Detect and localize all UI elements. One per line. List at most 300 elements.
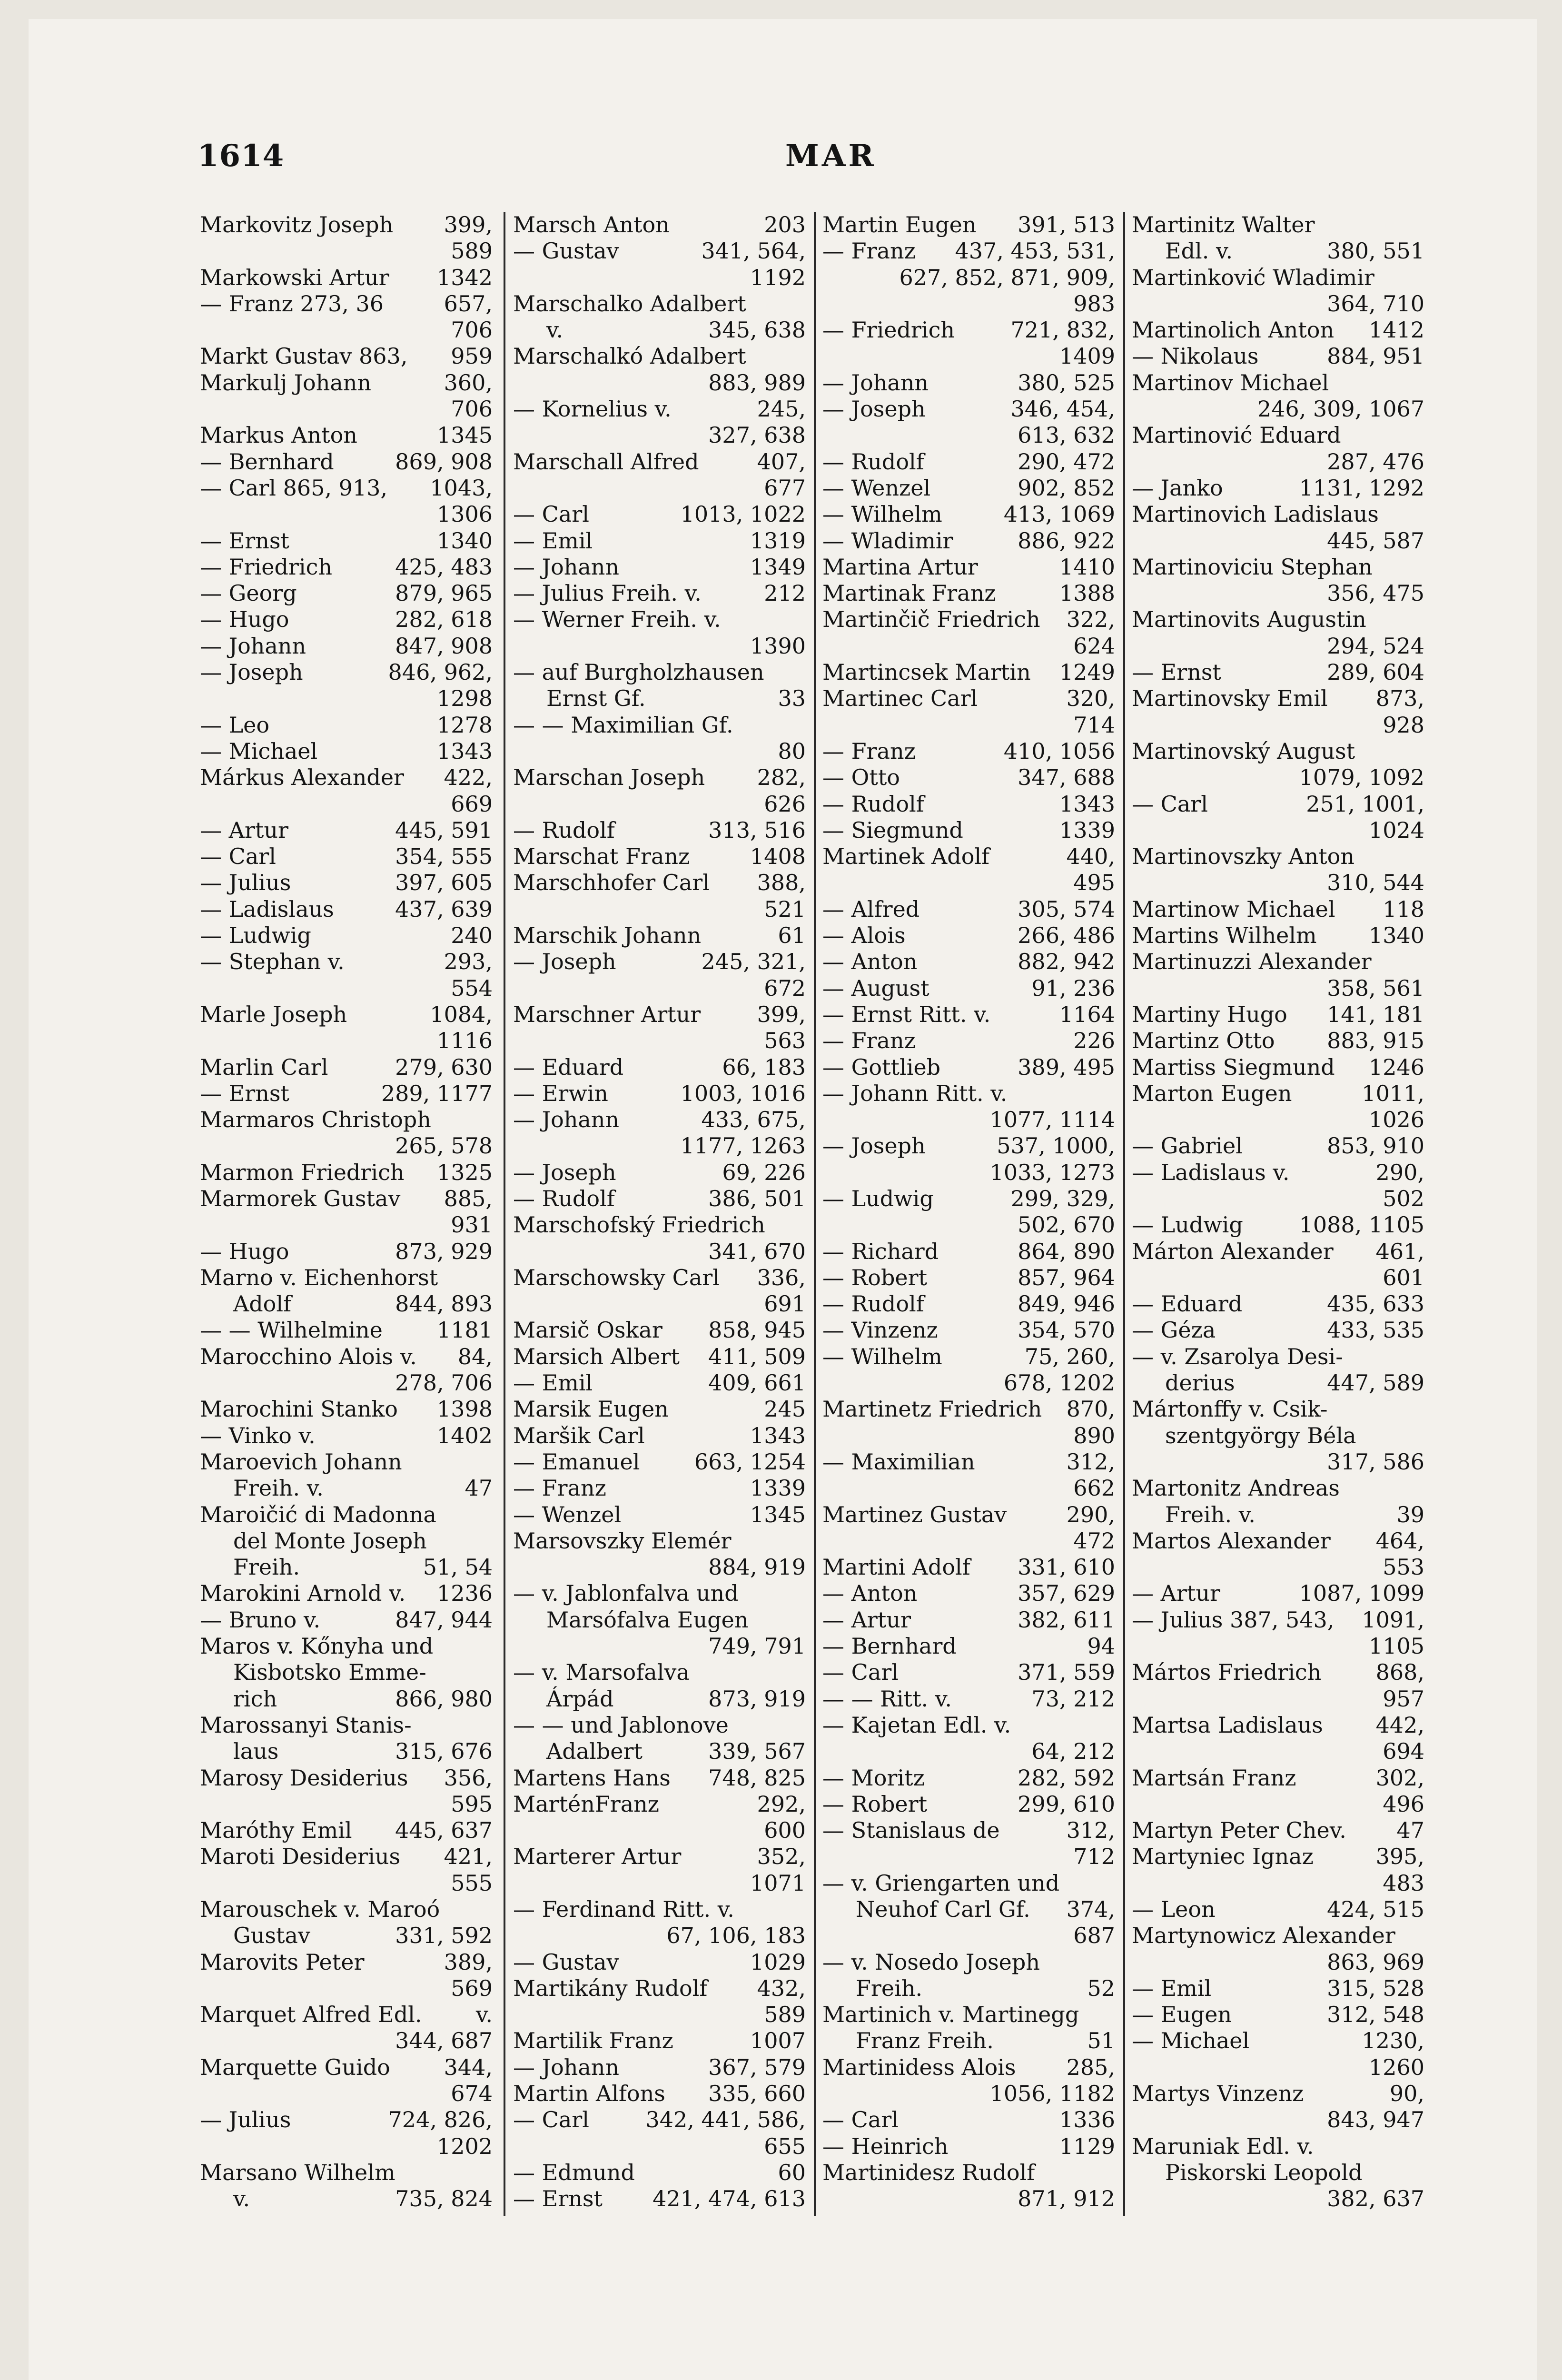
index-entry-line <box>1132 475 1424 501</box>
entry-name: Martinuzzi Alexander <box>1132 949 1372 975</box>
entry-name: — Carl <box>200 843 276 870</box>
entry-page-refs: 289, 604 <box>1327 659 1424 685</box>
index-entry-line <box>513 2028 806 2054</box>
index-entry-line <box>200 1317 493 1343</box>
entry-name: Ernst Gf. <box>546 685 646 712</box>
index-entry-line <box>200 1817 493 1844</box>
entry-page-refs: 1013, 1022 <box>680 501 806 527</box>
entry-page-refs: 331, 610 <box>1018 1554 1115 1580</box>
entry-name: Martinak Franz <box>822 580 996 606</box>
entry-page-refs: 483 <box>1383 1870 1424 1896</box>
index-entry-line <box>200 1265 493 1291</box>
index-entry-line <box>200 1949 493 1975</box>
index-entry-line <box>200 1396 493 1422</box>
entry-name: Martincsek Martin <box>822 659 1031 685</box>
entry-page-refs: 346, 454, <box>1010 396 1115 422</box>
index-entry-line <box>822 1712 1115 1738</box>
index-entry-line <box>200 1633 493 1659</box>
entry-page-refs: 292, <box>757 1791 806 1817</box>
index-entry-line <box>1132 1502 1424 1528</box>
entry-name: — Richard <box>822 1238 939 1264</box>
entry-page-refs: 425, 483 <box>395 554 493 580</box>
entry-name: Markovitz Joseph <box>200 212 394 238</box>
entry-name: Martin Alfons <box>513 2081 665 2107</box>
entry-page-refs: 290, 472 <box>1018 448 1115 475</box>
entry-name: — Moritz <box>822 1765 925 1791</box>
entry-page-refs: 445, 587 <box>1327 527 1424 554</box>
entry-page-refs: 266, 486 <box>1018 922 1115 949</box>
entry-name: — Carl <box>822 2107 899 2133</box>
index-entry-line <box>513 633 806 659</box>
index-entry-line <box>513 712 806 738</box>
entry-page-refs: 395, <box>1375 1844 1424 1870</box>
entry-name: — Stephan v. <box>200 949 345 975</box>
entry-page-refs: 1087, 1099 <box>1299 1580 1424 1606</box>
index-entry-line <box>1132 1659 1424 1686</box>
entry-name: Martinov Michael <box>1132 369 1329 396</box>
entry-page-refs: 67, 106, 183 <box>666 1923 806 1949</box>
entry-name: — Bernhard <box>822 1633 957 1659</box>
entry-page-refs: 869, 908 <box>395 448 493 475</box>
index-entry-line <box>513 1765 806 1791</box>
entry-page-refs: 91, 236 <box>1031 975 1115 1001</box>
entry-name: Marle Joseph <box>200 1001 347 1027</box>
entry-name: Freih. <box>233 1554 300 1580</box>
entry-page-refs: 1129 <box>1059 2133 1115 2159</box>
index-entry-line <box>1132 1449 1424 1475</box>
index-entry-line <box>1132 2107 1424 2133</box>
entry-name: Maroti Desiderius <box>200 1844 401 1870</box>
entry-name: Marouschek v. Maroó <box>200 1896 440 1922</box>
entry-page-refs: 627, 852, 871, 909, <box>899 264 1115 290</box>
index-entry-line <box>200 1081 493 1107</box>
entry-name: Martynowicz Alexander <box>1132 1923 1395 1949</box>
entry-page-refs: 399, <box>757 1001 806 1027</box>
index-entry-line <box>1132 1975 1424 2002</box>
index-entry-line <box>513 1423 806 1449</box>
entry-page-refs: 399, <box>444 212 493 238</box>
entry-page-refs: 706 <box>451 317 493 343</box>
entry-page-refs: 884, 919 <box>708 1554 806 1580</box>
index-entry-line <box>200 1212 493 1238</box>
entry-name: — Wilhelm <box>822 501 942 527</box>
entry-page-refs: 51, 54 <box>423 1554 493 1580</box>
index-entry-line <box>200 1765 493 1791</box>
entry-name: — Kajetan Edl. v. <box>822 1712 1011 1738</box>
entry-name: — v. Nosedo Joseph <box>822 1949 1040 1975</box>
index-entry-line <box>1132 1765 1424 1791</box>
index-entry-line <box>1132 343 1424 369</box>
entry-page-refs: 331, 592 <box>395 1923 493 1949</box>
entry-page-refs: 354, 555 <box>395 843 493 870</box>
index-entry-line <box>822 606 1115 633</box>
index-entry-line <box>513 343 806 369</box>
entry-name: Martina Artur <box>822 554 978 580</box>
entry-name: — Joseph <box>513 949 616 975</box>
index-entry-line <box>822 685 1115 712</box>
entry-name: — Leon <box>1132 1896 1216 1922</box>
index-entry-line <box>1132 2028 1424 2054</box>
index-entry-line <box>822 2028 1115 2054</box>
index-entry-line <box>200 317 493 343</box>
index-entry-line <box>200 1107 493 1133</box>
running-head: MAR <box>785 138 877 174</box>
entry-name: — Anton <box>822 949 918 975</box>
entry-page-refs: 289, 1177 <box>381 1080 493 1106</box>
entry-name: Marschall Alfred <box>513 448 699 475</box>
index-entry-line <box>200 922 493 949</box>
index-entry-line <box>513 1475 806 1501</box>
index-entry-line <box>1132 1317 1424 1343</box>
entry-page-refs: 313, 516 <box>708 817 806 843</box>
index-entry-line <box>513 422 806 448</box>
entry-page-refs: 411, 509 <box>708 1343 806 1369</box>
entry-page-refs: 1336 <box>1059 2107 1115 2133</box>
index-entry-line <box>513 2133 806 2160</box>
entry-name: Markt Gustav 863, <box>200 343 408 369</box>
entry-name: Martonitz Andreas <box>1132 1475 1340 1501</box>
index-entry-line <box>200 396 493 422</box>
entry-page-refs: 882, 942 <box>1018 949 1115 975</box>
entry-name: Martinovszky Anton <box>1132 843 1354 870</box>
index-entry-line <box>822 1870 1115 1896</box>
index-entry-line <box>1132 317 1424 343</box>
index-entry-line <box>200 449 493 475</box>
index-entry-line <box>513 949 806 975</box>
index-entry-line <box>513 2054 806 2081</box>
entry-name: — Alois <box>822 922 906 949</box>
index-entry-line <box>513 396 806 422</box>
entry-page-refs: 748, 825 <box>708 1765 806 1791</box>
entry-page-refs: 662 <box>1073 1475 1115 1501</box>
entry-page-refs: 521 <box>764 896 806 922</box>
entry-name: — Johann <box>513 2054 620 2080</box>
entry-name: — Julius <box>200 870 291 896</box>
entry-page-refs: 445, 591 <box>395 817 493 843</box>
entry-page-refs: 1298 <box>436 685 493 712</box>
entry-name: — Ludwig <box>822 1185 934 1211</box>
entry-page-refs: 669 <box>451 791 493 817</box>
entry-name: — — Maximilian Gf. <box>513 712 733 738</box>
entry-name: Marton Eugen <box>1132 1080 1292 1106</box>
entry-page-refs: 461, <box>1375 1238 1424 1264</box>
entry-name: Marsch Anton <box>513 212 670 238</box>
index-entry-line <box>200 1028 493 1054</box>
index-entry-line <box>200 738 493 764</box>
index-entry-line <box>200 843 493 870</box>
index-entry-line <box>822 949 1115 975</box>
entry-name: — Rudolf <box>822 791 924 817</box>
entry-page-refs: 1192 <box>750 264 806 290</box>
entry-name: — Ludwig <box>200 922 311 949</box>
index-entry-line <box>200 1686 493 1712</box>
index-entry-line <box>513 1160 806 1186</box>
entry-page-refs: 1056, 1182 <box>989 2081 1115 2107</box>
entry-page-refs: 496 <box>1383 1791 1424 1817</box>
index-entry-line <box>822 1765 1115 1791</box>
index-entry-line <box>1132 1686 1424 1712</box>
entry-name: Martikány Rudolf <box>513 1975 708 2001</box>
entry-name: Martinovits Augustin <box>1132 606 1366 633</box>
index-entry-line <box>1132 1870 1424 1896</box>
index-entry-line <box>200 1528 493 1554</box>
entry-page-refs: 674 <box>451 2081 493 2107</box>
entry-page-refs: 282, 618 <box>395 606 493 633</box>
entry-name: — Eugen <box>1132 2002 1232 2028</box>
entry-name: — Robert <box>822 1791 928 1817</box>
index-entry-line <box>822 2160 1115 2186</box>
entry-name: — Johann <box>822 369 929 396</box>
index-entry-line <box>513 2107 806 2133</box>
entry-page-refs: 356, <box>444 1765 493 1791</box>
entry-name: szentgyörgy Béla <box>1165 1422 1356 1448</box>
index-entry-line <box>1132 1580 1424 1606</box>
entry-page-refs: 873, 929 <box>395 1238 493 1264</box>
index-entry-line <box>513 1291 806 1317</box>
entry-page-refs: 1343 <box>436 738 493 764</box>
entry-page-refs: 857, 964 <box>1018 1264 1115 1290</box>
entry-name: — Hugo <box>200 606 289 633</box>
entry-name: — — Wilhelmine <box>200 1317 383 1343</box>
entry-page-refs: 203 <box>764 212 806 238</box>
entry-name: — Johann Ritt. v. <box>822 1080 1008 1106</box>
entry-page-refs: 432, <box>757 1975 806 2001</box>
entry-page-refs: 864, 890 <box>1018 1238 1115 1264</box>
index-entry-line <box>822 1212 1115 1238</box>
entry-page-refs: 1131, 1292 <box>1299 475 1424 501</box>
index-entry-line <box>200 685 493 712</box>
entry-name: Marschalkó Adalbert <box>513 343 746 369</box>
entry-name: — Artur <box>822 1606 911 1633</box>
index-entry-line <box>200 975 493 1002</box>
entry-name: Gustav <box>233 1923 310 1949</box>
entry-name: — Artur <box>1132 1580 1220 1606</box>
index-entry-line <box>822 896 1115 922</box>
entry-name: Martinez Gustav <box>822 1501 1007 1527</box>
index-entry-line <box>513 738 806 764</box>
index-entry-line <box>822 843 1115 870</box>
index-entry-line <box>200 1738 493 1765</box>
entry-name: Maršik Carl <box>513 1422 645 1448</box>
entry-name: — Ernst <box>513 2186 603 2212</box>
index-entry-line <box>200 475 493 501</box>
index-entry-line <box>1132 1081 1424 1107</box>
entry-page-refs: 706 <box>451 396 493 422</box>
index-entry-line <box>513 606 806 633</box>
entry-page-refs: 389, <box>444 1949 493 1975</box>
entry-page-refs: 724, 826, <box>388 2107 493 2133</box>
index-entry-line <box>200 949 493 975</box>
entry-page-refs: 335, 660 <box>708 2081 806 2107</box>
index-entry-line <box>200 1054 493 1081</box>
entry-page-refs: 601 <box>1383 1264 1424 1290</box>
entry-name: — Carl <box>822 1659 899 1686</box>
index-entry-line <box>200 1580 493 1606</box>
entry-name: — Emanuel <box>513 1448 640 1475</box>
entry-name: Martinz Otto <box>1132 1028 1275 1054</box>
entry-name: — Franz <box>513 1475 606 1501</box>
index-entry-line <box>513 870 806 896</box>
entry-name: — Edmund <box>513 2159 635 2185</box>
entry-name: — Michael <box>200 738 318 764</box>
index-entry-line <box>513 764 806 791</box>
index-entry-line <box>513 238 806 264</box>
entry-page-refs: 1402 <box>436 1422 493 1448</box>
entry-name: Maroevich Johann <box>200 1448 402 1475</box>
index-entry-line <box>822 633 1115 659</box>
index-entry-line <box>513 1449 806 1475</box>
entry-name: — Wenzel <box>513 1501 622 1527</box>
entry-page-refs: 1071 <box>750 1870 806 1896</box>
index-entry-line <box>1132 870 1424 896</box>
entry-page-refs: 883, 915 <box>1327 1028 1424 1054</box>
index-entry-line <box>822 764 1115 791</box>
index-entry-line <box>200 2186 493 2212</box>
entry-name: Adolf <box>233 1291 292 1317</box>
index-entry-line <box>1132 922 1424 949</box>
entry-name: Maros v. Kőnyha und <box>200 1633 434 1659</box>
entry-page-refs: 422, <box>444 764 493 791</box>
entry-page-refs: 883, 989 <box>708 369 806 396</box>
index-entry-line <box>1132 1607 1424 1633</box>
entry-page-refs: 677 <box>764 475 806 501</box>
index-entry-line <box>1132 659 1424 685</box>
entry-name: Marsič Oskar <box>513 1317 662 1343</box>
index-entry-line <box>200 238 493 264</box>
entry-page-refs: 1249 <box>1059 659 1115 685</box>
entry-name: Marlin Carl <box>200 1054 328 1080</box>
entry-page-refs: 657, <box>444 290 493 317</box>
index-entry-line <box>200 1370 493 1396</box>
entry-page-refs: 421, <box>444 1844 493 1870</box>
index-entry-line <box>1132 528 1424 554</box>
entry-name: Marosy Desiderius <box>200 1765 408 1791</box>
index-entry-line <box>822 2002 1115 2028</box>
entry-page-refs: 305, 574 <box>1018 896 1115 922</box>
entry-page-refs: 1409 <box>1059 343 1115 369</box>
entry-page-refs: 445, 637 <box>395 1817 493 1844</box>
index-entry-line <box>1132 238 1424 264</box>
index-entry-line <box>822 580 1115 606</box>
entry-page-refs: 442, <box>1375 1712 1424 1738</box>
index-entry-line <box>1132 1239 1424 1265</box>
entry-page-refs: 382, 637 <box>1327 2186 1424 2212</box>
entry-page-refs: 1029 <box>750 1949 806 1975</box>
entry-page-refs: 66, 183 <box>722 1054 806 1080</box>
entry-name: — Emil <box>513 527 593 554</box>
entry-page-refs: 563 <box>764 1028 806 1054</box>
entry-name: Neuhof Carl Gf. <box>856 1896 1030 1922</box>
index-entry-line <box>513 1002 806 1028</box>
entry-page-refs: 382, 611 <box>1018 1606 1115 1633</box>
index-entry-line <box>513 1502 806 1528</box>
index-entry-line <box>1132 2002 1424 2028</box>
index-entry-line <box>822 817 1115 843</box>
entry-name: — Wilhelm <box>822 1343 942 1369</box>
entry-page-refs: 1011, <box>1362 1080 1424 1106</box>
entry-name: — Otto <box>822 764 900 791</box>
index-entry-line <box>1132 265 1424 291</box>
index-entry-line <box>822 501 1115 527</box>
entry-name: — Hugo <box>200 1238 289 1264</box>
entry-name: Martsán Franz <box>1132 1765 1296 1791</box>
index-entry-line <box>200 265 493 291</box>
index-column-1 <box>200 212 493 2259</box>
entry-page-refs: 1091, <box>1362 1606 1424 1633</box>
entry-page-refs: 245 <box>764 1396 806 1422</box>
entry-page-refs: 870, <box>1066 1396 1115 1422</box>
index-entry-line <box>513 1659 806 1686</box>
entry-page-refs: 320, <box>1066 685 1115 712</box>
entry-page-refs: 342, 441, 586, <box>645 2107 806 2133</box>
entry-page-refs: 847, 944 <box>395 1606 493 1633</box>
index-entry-line <box>513 1186 806 1212</box>
entry-page-refs: 672 <box>764 975 806 1001</box>
entry-page-refs: 613, 632 <box>1018 422 1115 448</box>
entry-name: Martiny Hugo <box>1132 1001 1287 1027</box>
entry-name: — Wenzel <box>822 475 931 501</box>
entry-name: — Ernst <box>200 527 289 554</box>
entry-page-refs: 502, 670 <box>1018 1212 1115 1238</box>
entry-page-refs: 1003, 1016 <box>680 1080 806 1106</box>
entry-page-refs: 246, 309, 1067 <box>1257 396 1424 422</box>
index-entry-line <box>200 343 493 369</box>
index-entry-line <box>822 265 1115 291</box>
index-entry-line <box>200 1291 493 1317</box>
index-entry-line <box>1132 396 1424 422</box>
index-entry-line <box>200 1607 493 1633</box>
index-entry-line <box>1132 1554 1424 1580</box>
entry-name: Marossanyi Stanis- <box>200 1712 412 1738</box>
entry-page-refs: 212 <box>764 580 806 606</box>
entry-page-refs: 1342 <box>436 264 493 290</box>
index-entry-line <box>822 1607 1115 1633</box>
index-entry-line <box>513 2186 806 2212</box>
entry-page-refs: 279, 630 <box>395 1054 493 1080</box>
entry-page-refs: 749, 791 <box>708 1633 806 1659</box>
index-entry-line <box>513 212 806 238</box>
entry-name: — Ernst <box>1132 659 1221 685</box>
index-entry-line <box>200 422 493 448</box>
entry-name: Marschner Artur <box>513 1001 701 1027</box>
index-entry-line <box>513 1633 806 1659</box>
index-entry-line <box>513 475 806 501</box>
entry-page-refs: 495 <box>1073 870 1115 896</box>
entry-name: — Vinko v. <box>200 1422 316 1448</box>
index-entry-line <box>200 2107 493 2133</box>
index-entry-line <box>822 1528 1115 1554</box>
index-entry-line <box>822 291 1115 317</box>
entry-page-refs: 589 <box>764 2002 806 2028</box>
entry-name: Martinovsky Emil <box>1132 685 1328 712</box>
index-entry-line <box>513 1528 806 1554</box>
index-entry-line <box>513 1370 806 1396</box>
index-entry-line <box>1132 2081 1424 2107</box>
index-entry-line <box>1132 1738 1424 1765</box>
index-entry-line <box>1132 2133 1424 2160</box>
entry-page-refs: 1398 <box>436 1396 493 1422</box>
entry-page-refs: 902, 852 <box>1018 475 1115 501</box>
index-entry-line <box>1132 1817 1424 1844</box>
index-entry-line <box>513 317 806 343</box>
index-entry-line <box>822 1344 1115 1370</box>
entry-name: Martini Adolf <box>822 1554 970 1580</box>
index-entry-line <box>822 238 1115 264</box>
entry-name: Maróthy Emil <box>200 1817 352 1844</box>
index-entry-line <box>822 1317 1115 1343</box>
index-entry-line <box>513 1686 806 1712</box>
index-entry-line <box>200 554 493 580</box>
